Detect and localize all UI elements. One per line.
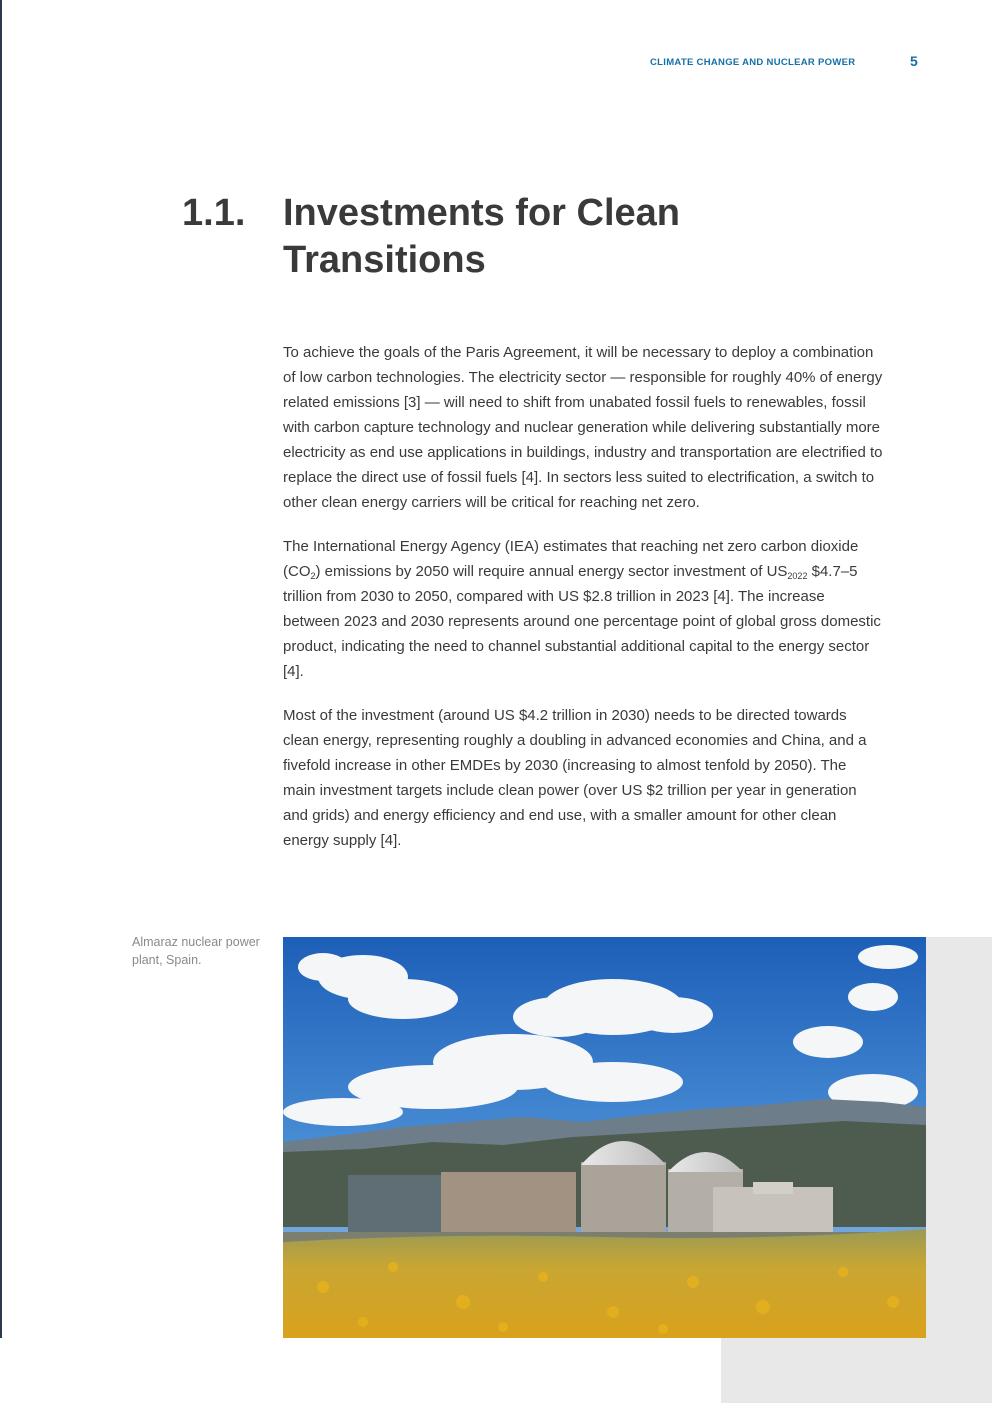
aux-building: [713, 1187, 833, 1237]
flower-field: [283, 1229, 926, 1338]
running-header: CLIMATE CHANGE AND NUCLEAR POWER: [650, 57, 856, 68]
subscript-co2: 2: [310, 571, 316, 581]
paragraph-1: To achieve the goals of the Paris Agreement, it will be necessary to deploy a combination of low carbon technologies. The electricity sector — responsible for roughly 40% of energy related emissions [3] — will need to shift from unabated fossil fuels to renewables, fossil with carbon capture technology and nuclear generation while delivering substantially more electricity as end use applications in buildings, industry and transportation are electrified to replace the direct use of fossil fuels [4]. In sectors less suited to electrification, a switch to other clean energy carriers will be critical for reaching net zero.: [283, 344, 883, 511]
paragraph-2: [283, 534, 883, 684]
paragraph-2-part-a: The International Energy Agency (IEA) estimates that reaching net zero carbon dioxide (CO: [283, 538, 859, 580]
body-text: [283, 340, 883, 872]
aux-building-2: [753, 1182, 793, 1194]
turbine-hall: [441, 1172, 576, 1234]
left-margin-rule: [0, 0, 2, 1338]
figure-caption: Almaraz nuclear power plant, Spain.: [132, 935, 260, 967]
paragraph-3: Most of the investment (around US $4.2 trillion in 2030) needs to be directed towards clean energy, representing roughly a doubling in advanced economies and China, and a fivefold increase in other EMDEs by 2030 (increasing to almost tenfold by 2050). The main investment targets include clean power (over US $2 trillion per year in generation and grids) and energy efficiency and end use, with a smaller amount for other clean energy supply [4].: [283, 707, 867, 849]
paragraph-2-part-b: ) emissions by 2050 will require annual energy sector investment of US: [315, 563, 788, 580]
page-number: 5: [910, 53, 918, 69]
turbine-hall-dark: [348, 1175, 443, 1235]
subscript-year: 2022: [787, 571, 808, 581]
decorative-grey-panel-right: [926, 937, 992, 1403]
decorative-grey-panel-bottom: [721, 1338, 992, 1403]
containment-1: [581, 1162, 666, 1237]
section-number: 1.1.: [182, 192, 246, 234]
paragraph-2-part-c: $4.7–5 trillion from 2030 to 2050, compared with US $2.8 trillion in 2023 [4]. The increase between 2023 and 2030 represents around one percentage point of global gross domestic product, indicating the need to channel substantial additional capital to the energy sector [4].: [283, 563, 881, 680]
nuclear-plant-photo: [283, 937, 926, 1338]
section-title: Investments for Clean Transitions: [283, 192, 680, 281]
